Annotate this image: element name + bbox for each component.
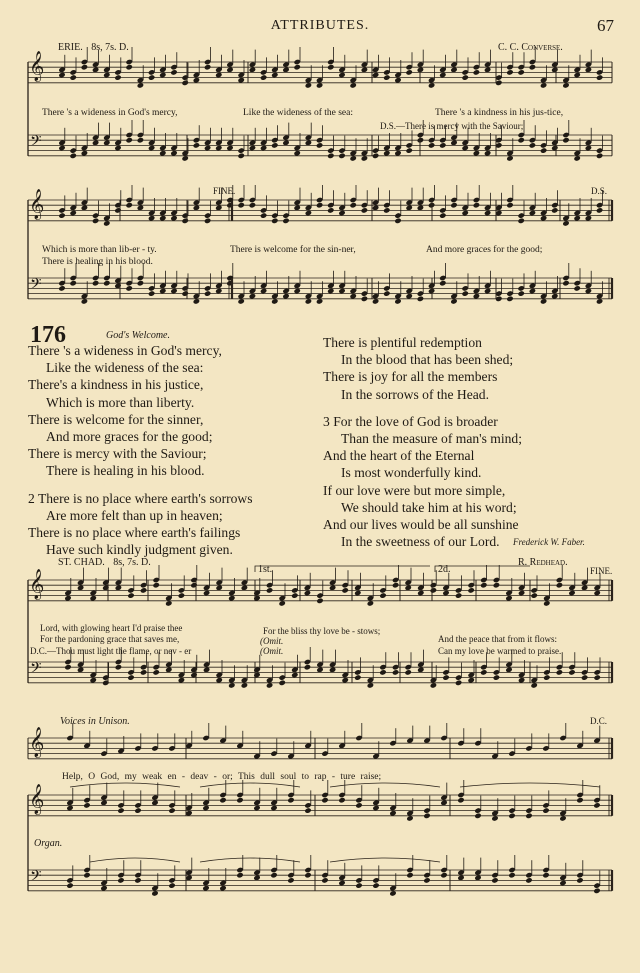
lyric-line: There 's a wideness in God's mercy, bbox=[42, 108, 178, 118]
page-number: 67 bbox=[597, 16, 614, 35]
note-head bbox=[439, 142, 446, 148]
note-head bbox=[508, 813, 515, 819]
note-head bbox=[457, 797, 464, 803]
note-head bbox=[372, 882, 379, 888]
note-head bbox=[529, 142, 536, 148]
ds-mark: D.S. bbox=[591, 186, 608, 196]
note-head bbox=[153, 669, 160, 675]
note-head bbox=[70, 153, 77, 159]
note-head bbox=[372, 153, 379, 159]
slur bbox=[460, 783, 600, 787]
verse-left bbox=[28, 342, 253, 558]
note-head bbox=[70, 74, 77, 80]
dc-mark: D.C. bbox=[590, 716, 608, 726]
note-head bbox=[379, 592, 386, 598]
note-head bbox=[182, 80, 189, 86]
note-head bbox=[473, 202, 480, 208]
note-head bbox=[576, 877, 583, 883]
note-head bbox=[58, 212, 65, 218]
verse-line: If our love were but more simple, bbox=[323, 482, 506, 498]
treble-clef-icon: 𝄞 bbox=[29, 189, 45, 220]
note-head bbox=[291, 592, 298, 598]
note-head bbox=[127, 592, 134, 598]
first-ending-label: 1st. bbox=[258, 564, 273, 575]
note-head bbox=[204, 218, 211, 224]
slur bbox=[70, 783, 180, 787]
verse-line: There is joy for all the members bbox=[323, 369, 498, 385]
verse-line: 3 For the love of God is broader bbox=[323, 413, 498, 429]
tune2-meter: 8s, 7s. D. bbox=[113, 557, 151, 568]
note-head bbox=[439, 280, 446, 286]
lyric-line: (Omit. bbox=[260, 636, 284, 646]
hymn-subtitle: God's Welcome. bbox=[106, 330, 170, 341]
treble-clef-icon: 𝄞 bbox=[29, 51, 45, 82]
note-head bbox=[594, 674, 601, 680]
lyric-line: Can my love be warmed to praise. bbox=[438, 646, 562, 656]
treble-clef-icon: 𝄞 bbox=[29, 569, 45, 600]
note-head bbox=[406, 69, 413, 75]
note-head bbox=[260, 74, 267, 80]
note-head bbox=[190, 582, 197, 588]
slur bbox=[330, 858, 440, 862]
note-head bbox=[327, 153, 334, 159]
note-head bbox=[355, 882, 362, 888]
note-head bbox=[440, 872, 447, 878]
note-head bbox=[279, 680, 286, 686]
note-head bbox=[134, 877, 141, 883]
note-head bbox=[355, 802, 362, 808]
lyric-line: There 's a kindness in his jus-tice, bbox=[435, 108, 564, 118]
verse-line: Have such kindly judgment given. bbox=[46, 542, 233, 558]
ending-bracket bbox=[255, 566, 430, 572]
note-head bbox=[568, 669, 575, 675]
note-head bbox=[287, 877, 294, 883]
note-head bbox=[531, 592, 538, 598]
note-head bbox=[260, 212, 267, 218]
note-head bbox=[468, 587, 475, 593]
note-head bbox=[442, 674, 449, 680]
note-head bbox=[271, 218, 278, 224]
hymn-number: 176 bbox=[30, 322, 66, 348]
note-head bbox=[508, 872, 515, 878]
note-head bbox=[562, 280, 569, 286]
note-head bbox=[153, 582, 160, 588]
unison-lyrics: Help, O God, my weak en - deav - or; This dull soul to rap - ture raise; bbox=[62, 772, 382, 782]
bass-clef-icon: 𝄢 bbox=[30, 867, 42, 889]
note-head bbox=[236, 872, 243, 878]
organ-label: Organ. bbox=[34, 838, 63, 849]
note-head bbox=[103, 280, 110, 286]
treble-clef-icon: 𝄞 bbox=[29, 727, 45, 758]
note-head bbox=[593, 802, 600, 808]
note-head bbox=[92, 218, 99, 224]
lyric-line: And the peace that from it flows: bbox=[438, 634, 557, 644]
note-head bbox=[294, 64, 301, 70]
note-head bbox=[327, 64, 334, 70]
note-head bbox=[266, 587, 273, 593]
note-head bbox=[83, 872, 90, 878]
note-head bbox=[327, 207, 334, 213]
note-head bbox=[342, 587, 349, 593]
note-head bbox=[518, 69, 525, 75]
note-head bbox=[405, 669, 412, 675]
note-head bbox=[182, 218, 189, 224]
note-head bbox=[473, 69, 480, 75]
note-head bbox=[338, 797, 345, 803]
lyric-line: (Omit. bbox=[260, 646, 284, 656]
running-title: ATTRIBUTES. bbox=[270, 18, 370, 33]
note-head bbox=[115, 664, 122, 670]
fine-mark-2: FINE. bbox=[590, 566, 613, 576]
note-head bbox=[117, 807, 124, 813]
note-head bbox=[321, 797, 328, 803]
note-head bbox=[542, 807, 549, 813]
note-head bbox=[518, 290, 525, 296]
note-head bbox=[271, 142, 278, 148]
note-head bbox=[394, 218, 401, 224]
verse-line: In the sorrows of the Head. bbox=[341, 386, 489, 402]
hymn-attribution: Frederick W. Faber. bbox=[513, 537, 585, 547]
note-head bbox=[596, 74, 603, 80]
note-head bbox=[518, 218, 525, 224]
note-head bbox=[148, 290, 155, 296]
note-head bbox=[140, 669, 147, 675]
voices-in-unison: Voices in Unison. bbox=[60, 716, 130, 727]
note-head bbox=[168, 807, 175, 813]
note-head bbox=[383, 290, 390, 296]
note-head bbox=[126, 285, 133, 291]
lyric-line: D.C.—Thou must light the flame, or nev - er bbox=[30, 646, 192, 656]
note-head bbox=[126, 64, 133, 70]
note-head bbox=[383, 207, 390, 213]
bass-clef-icon: 𝄢 bbox=[30, 132, 42, 154]
note-head bbox=[338, 153, 345, 159]
note-head bbox=[58, 285, 65, 291]
bass-clef-icon: 𝄢 bbox=[30, 275, 42, 297]
tune2-name bbox=[58, 557, 151, 568]
verse-line: Which is more than liberty. bbox=[46, 394, 195, 410]
verse-line: And more graces for the good; bbox=[46, 429, 213, 445]
note-head bbox=[137, 280, 144, 286]
note-head bbox=[304, 664, 311, 670]
note-head bbox=[593, 888, 600, 894]
note-head bbox=[350, 202, 357, 208]
note-head bbox=[392, 669, 399, 675]
second-ending-label: 2d. bbox=[438, 564, 451, 575]
lyric-line: And more graces for the good; bbox=[426, 245, 543, 255]
verse-line: Like the wideness of the sea: bbox=[46, 360, 204, 376]
note-head bbox=[193, 142, 200, 148]
note-head bbox=[204, 64, 211, 70]
verse-right bbox=[323, 334, 522, 550]
note-head bbox=[439, 212, 446, 218]
tune2-title: ST. CHAD. bbox=[58, 557, 105, 568]
note-head bbox=[354, 674, 361, 680]
verse-line: There is plentiful redemption bbox=[323, 335, 482, 350]
note-head bbox=[126, 137, 133, 143]
note-head bbox=[379, 669, 386, 675]
note-head bbox=[462, 74, 469, 80]
note-head bbox=[462, 290, 469, 296]
slur bbox=[330, 783, 440, 787]
note-head bbox=[596, 153, 603, 159]
note-head bbox=[66, 882, 73, 888]
note-head bbox=[480, 669, 487, 675]
note-head bbox=[480, 582, 487, 588]
note-head bbox=[455, 680, 462, 686]
note-head bbox=[83, 802, 90, 808]
note-head bbox=[140, 587, 147, 593]
note-head bbox=[236, 797, 243, 803]
note-head bbox=[361, 296, 368, 302]
fine-mark: FINE. bbox=[213, 186, 236, 196]
lyric-line: For the pardoning grace that saves me, bbox=[40, 634, 180, 644]
note-head bbox=[70, 280, 77, 286]
verse-line: There is no place where earth's failings bbox=[28, 525, 241, 541]
note-head bbox=[551, 207, 558, 213]
verse-line: There is welcome for the sinner, bbox=[28, 411, 204, 427]
note-head bbox=[64, 664, 71, 670]
lyric-line: Like the wideness of the sea: bbox=[243, 108, 354, 118]
note-head bbox=[383, 74, 390, 80]
note-head bbox=[182, 290, 189, 296]
note-head bbox=[581, 674, 588, 680]
note-head bbox=[525, 877, 532, 883]
note-head bbox=[114, 207, 121, 213]
note-head bbox=[270, 872, 277, 878]
lyric-line: Lord, with glowing heart I'd praise thee bbox=[40, 623, 183, 633]
slur bbox=[90, 858, 180, 862]
note-head bbox=[81, 64, 88, 70]
note-head bbox=[92, 280, 99, 286]
verse-line: And our lives would be all sunshine bbox=[323, 517, 519, 533]
lyric-line: D.S.—There is mercy with the Saviour; bbox=[380, 121, 524, 131]
lyric-line: There is welcome for the sin-ner, bbox=[230, 245, 356, 255]
note-head bbox=[574, 285, 581, 291]
tune-meter: 8s, 7s. D. bbox=[91, 42, 129, 53]
verse-line: 2 There is no place where earth's sorrows bbox=[28, 490, 253, 506]
note-head bbox=[392, 582, 399, 588]
verse-line: In the blood that has been shed; bbox=[341, 352, 514, 368]
note-head bbox=[543, 674, 550, 680]
treble-clef-icon: 𝄞 bbox=[29, 784, 45, 815]
note-head bbox=[556, 582, 563, 588]
note-head bbox=[576, 797, 583, 803]
verse-line: In the sweetness of our Lord. bbox=[341, 534, 500, 550]
note-head bbox=[542, 872, 549, 878]
note-head bbox=[178, 592, 185, 598]
note-head bbox=[423, 813, 430, 819]
note-head bbox=[491, 877, 498, 883]
note-head bbox=[556, 669, 563, 675]
note-head bbox=[406, 872, 413, 878]
note-head bbox=[540, 147, 547, 153]
note-head bbox=[168, 882, 175, 888]
note-head bbox=[493, 582, 500, 588]
note-head bbox=[562, 137, 569, 143]
note-head bbox=[238, 202, 245, 208]
note-head bbox=[321, 877, 328, 883]
note-head bbox=[114, 74, 121, 80]
verse-line: There is mercy with the Saviour; bbox=[28, 446, 207, 462]
note-head bbox=[506, 202, 513, 208]
verse-line: Are more felt than up in heaven; bbox=[46, 507, 223, 523]
note-head bbox=[316, 142, 323, 148]
verse-line: There is healing in his blood. bbox=[46, 463, 205, 479]
note-head bbox=[282, 218, 289, 224]
note-head bbox=[249, 202, 256, 208]
tune2-composer: R. Redhead. bbox=[518, 557, 568, 568]
note-head bbox=[148, 74, 155, 80]
note-head bbox=[170, 69, 177, 75]
verse-line: There's a kindness in his justice, bbox=[28, 377, 204, 393]
note-head bbox=[406, 147, 413, 153]
lyric-line: For the bliss thy love be - stows; bbox=[263, 626, 381, 636]
note-head bbox=[287, 797, 294, 803]
lyric-line: There is healing in his blood. bbox=[42, 257, 153, 267]
slur bbox=[200, 858, 300, 862]
note-head bbox=[134, 807, 141, 813]
tune-composer: C. C. Converse. bbox=[498, 42, 563, 53]
slur bbox=[200, 783, 300, 787]
note-head bbox=[506, 296, 513, 302]
note-head bbox=[493, 674, 500, 680]
note-head bbox=[474, 813, 481, 819]
verse-line: Is most wonderfully kind. bbox=[341, 465, 482, 481]
note-head bbox=[361, 207, 368, 213]
note-head bbox=[455, 592, 462, 598]
note-head bbox=[596, 207, 603, 213]
note-head bbox=[428, 142, 435, 148]
bass-clef-icon: 𝄢 bbox=[30, 659, 42, 681]
note-head bbox=[204, 290, 211, 296]
note-head bbox=[304, 872, 311, 878]
note-head bbox=[423, 877, 430, 883]
note-head bbox=[430, 587, 437, 593]
note-head bbox=[304, 807, 311, 813]
note-head bbox=[506, 69, 513, 75]
tune-title: ERIE. bbox=[58, 42, 83, 53]
note-head bbox=[127, 674, 134, 680]
verse-line: We should take him at his word; bbox=[341, 499, 517, 515]
note-head bbox=[518, 137, 525, 143]
note-head bbox=[525, 813, 532, 819]
verse-line: There 's a wideness in God's mercy, bbox=[28, 343, 222, 358]
note-head bbox=[316, 202, 323, 208]
verse-line: Than the measure of man's mind; bbox=[341, 431, 523, 447]
lyric-line: Which is more than lib-er - ty. bbox=[42, 245, 157, 255]
note-head bbox=[316, 598, 323, 604]
note-head bbox=[137, 137, 144, 143]
note-head bbox=[450, 202, 457, 208]
note-head bbox=[219, 797, 226, 803]
note-head bbox=[417, 296, 424, 302]
note-head bbox=[238, 153, 245, 159]
note-head bbox=[117, 877, 124, 883]
note-head bbox=[126, 202, 133, 208]
note-head bbox=[529, 64, 536, 70]
verse-line: And the heart of the Eternal bbox=[323, 448, 475, 464]
